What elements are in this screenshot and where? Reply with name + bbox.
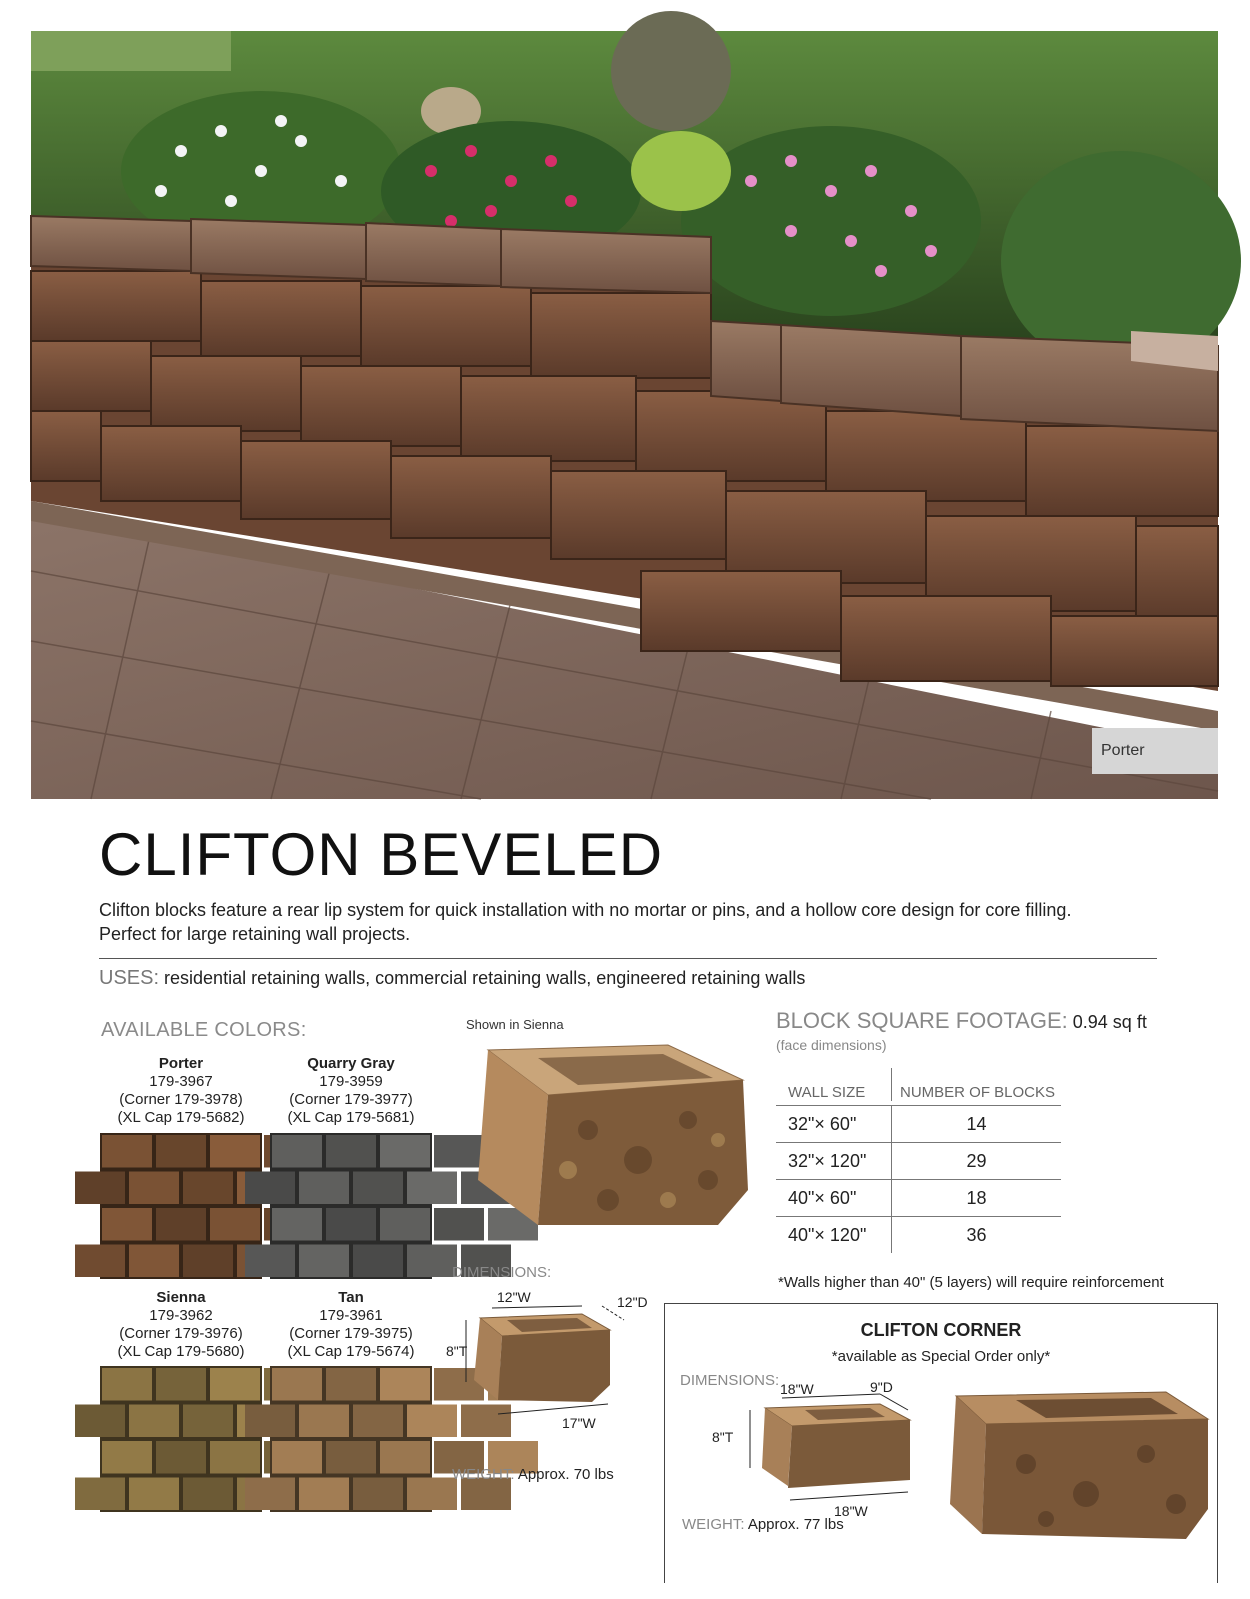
cap-code: (XL Cap 179-5682) [117, 1109, 245, 1126]
corner-weight-value: Approx. 77 lbs [744, 1516, 844, 1533]
wall-size-cell: 32"× 60" [776, 1106, 892, 1142]
table-row [776, 1180, 1061, 1217]
swatch-quarry-gray [270, 1133, 432, 1279]
color-code: 179-3961 [319, 1307, 383, 1324]
blocks-cell: 29 [966, 1150, 987, 1171]
corner-weight-label: WEIGHT: [682, 1516, 745, 1533]
square-footage-label: BLOCK SQUARE FOOTAGE: [776, 1008, 1068, 1033]
color-code: 179-3959 [319, 1073, 383, 1090]
dim-bottom-width: 17"W [562, 1415, 596, 1431]
color-card-sienna [100, 1289, 262, 1361]
dim-depth: 12"D [617, 1294, 648, 1310]
corner-special-order-note: *available as Special Order only* [831, 1348, 1051, 1365]
square-footage-note: (face dimensions) [776, 1037, 887, 1053]
color-name: Quarry Gray [307, 1055, 395, 1072]
header-number-of-blocks: NUMBER OF BLOCKS [900, 1084, 1056, 1101]
color-card-quarry-gray [270, 1055, 432, 1127]
corner-code: (Corner 179-3978) [119, 1091, 243, 1108]
table-row [776, 1106, 1061, 1143]
divider [99, 958, 1157, 959]
uses-label: USES: [99, 967, 160, 989]
color-code: 179-3967 [149, 1073, 213, 1090]
hero-photo [31, 31, 1218, 799]
blocks-cell: 14 [966, 1113, 987, 1134]
swatch-porter [100, 1133, 262, 1279]
corner-code: (Corner 179-3977) [289, 1091, 413, 1108]
block-weight [452, 1466, 614, 1483]
blocks-cell: 18 [966, 1187, 987, 1208]
corner-dim-bottom-width: 18"W [834, 1503, 868, 1519]
product-description: Clifton blocks feature a rear lip system for quick installation with no mortar or pins, and a hollow core design for core filling. Perfect for large retaining wall projects. [99, 900, 1072, 944]
hero-caption: Porter [1092, 728, 1218, 774]
corner-block-photo [946, 1384, 1211, 1544]
header-wall-size: WALL SIZE [776, 1068, 892, 1101]
swatch-sienna [100, 1366, 262, 1512]
corner-dim-height: 8"T [712, 1429, 734, 1445]
shown-in-label: Shown in Sienna [466, 1017, 564, 1032]
cap-code: (XL Cap 179-5681) [287, 1109, 415, 1126]
wall-size-cell: 40"× 120" [776, 1217, 892, 1253]
square-footage-heading [776, 1008, 1147, 1034]
cap-code: (XL Cap 179-5674) [287, 1343, 415, 1360]
square-footage-value: 0.94 sq ft [1067, 1012, 1147, 1032]
color-name: Sienna [156, 1289, 206, 1306]
weight-label: WEIGHT: [452, 1466, 515, 1483]
wall-size-table [776, 1068, 1061, 1253]
table-row [776, 1217, 1061, 1253]
reinforcement-note: *Walls higher than 40" (5 layers) will require reinforcement [778, 1274, 1164, 1291]
block-photo [478, 1040, 753, 1240]
corner-dimensions-diagram [712, 1368, 920, 1519]
table-row [776, 1143, 1061, 1180]
swatch-tan [270, 1366, 432, 1512]
color-name: Porter [158, 1055, 204, 1072]
corner-dim-depth: 9"D [870, 1379, 893, 1395]
dimensions-label: DIMENSIONS: [452, 1264, 552, 1281]
color-code: 179-3962 [149, 1307, 213, 1324]
product-title: CLIFTON BEVELED [99, 821, 664, 888]
corner-code: (Corner 179-3975) [289, 1325, 413, 1342]
color-card-tan [270, 1289, 432, 1361]
uses-line [99, 967, 805, 990]
retaining-wall-illustration [31, 31, 1218, 799]
block-dimensions-diagram [446, 1289, 652, 1440]
wall-size-cell: 32"× 120" [776, 1143, 892, 1179]
corner-title: CLIFTON CORNER [860, 1320, 1022, 1340]
color-card-porter [100, 1055, 262, 1127]
colors-heading: AVAILABLE COLORS: [101, 1019, 307, 1041]
corner-dim-top-width: 18"W [780, 1381, 814, 1397]
table-header [776, 1068, 1061, 1106]
cap-code: (XL Cap 179-5680) [117, 1343, 245, 1360]
weight-value: Approx. 70 lbs [514, 1466, 614, 1483]
dim-height: 8"T [446, 1343, 468, 1359]
blocks-cell: 36 [966, 1224, 987, 1245]
corner-code: (Corner 179-3976) [119, 1325, 243, 1342]
wall-size-cell: 40"× 60" [776, 1180, 892, 1216]
dim-top-width: 12"W [497, 1289, 531, 1305]
uses-text: residential retaining walls, commercial retaining walls, engineered retaining walls [159, 968, 806, 988]
corner-dimensions-label: DIMENSIONS: [680, 1372, 780, 1389]
corner-weight [682, 1516, 844, 1533]
color-name: Tan [338, 1289, 364, 1306]
